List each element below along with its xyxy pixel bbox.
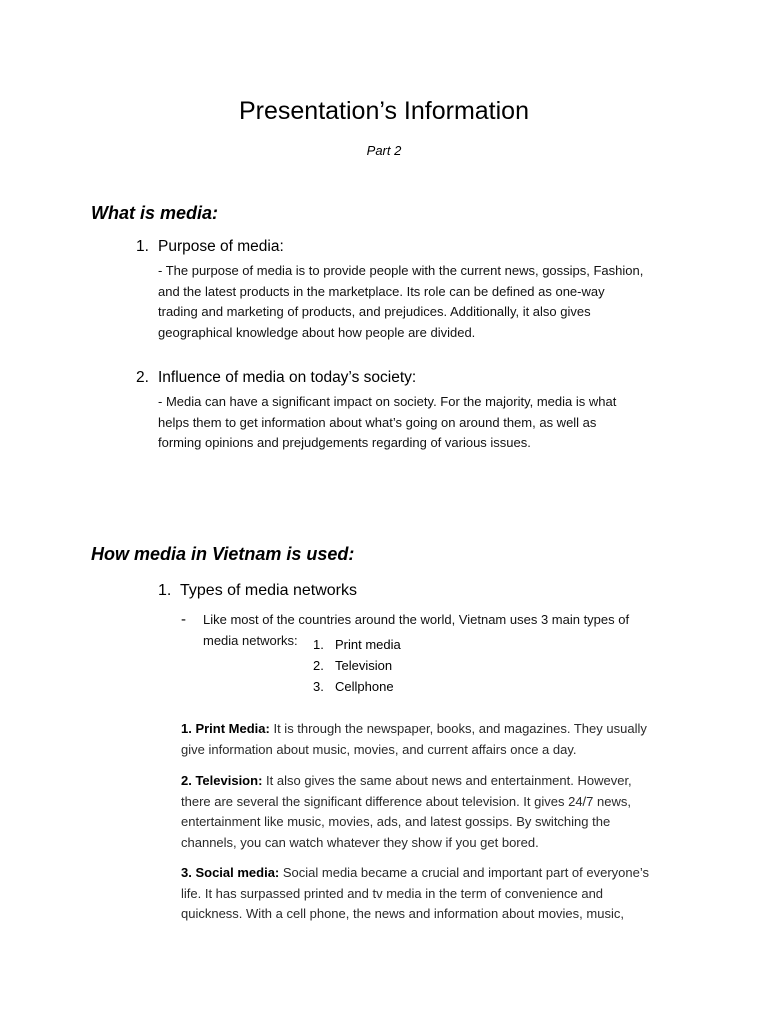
list-item-label: Television [335,658,393,673]
paragraph-line: - Media can have a significant impact on society. For the majority, media is what [158,394,617,409]
detail-label: 3. Social media: [181,865,280,880]
list-item-label: Cellphone [335,679,394,694]
paragraph-line: life. It has surpassed printed and tv media in the term of convenience and [181,885,604,901]
detail-print-media [181,719,721,760]
page-subtitle: Part 2 [366,143,402,158]
paragraph-line: there are several the significant difference about television. It gives 24/7 news, [181,793,631,809]
section-heading-how-media-used: How media in Vietnam is used: [91,544,355,564]
list-item-label: Print media [335,637,401,652]
subheading-number: 1. [158,582,172,599]
paragraph-line: quickness. With a cell phone, the news and information about movies, music, [181,906,624,921]
section-heading-what-is-media: What is media: [91,203,219,223]
subheading-types [158,580,357,602]
list-item-number: 2. [313,658,324,673]
list-item-number: 1. [313,637,324,652]
subheading-number: 2. [136,369,149,386]
detail-social-media [181,863,721,925]
paragraph-line: Social media became a crucial and important part of everyone’s [279,865,649,880]
paragraph-line: forming opinions and prejudgements regarding of various issues. [158,435,531,450]
paragraph-line: media networks: [203,632,298,648]
paragraph-purpose [158,261,718,343]
paragraph-line: It also gives the same about news and entertainment. However, [262,773,632,788]
page-title: Presentation’s Information [239,97,529,125]
paragraph-line: - The purpose of media is to provide people with the current news, gossips, Fashion, [158,263,644,278]
subheading-number: 1. [136,238,149,255]
paragraph-influence [158,392,718,454]
list-item-number: 3. [313,679,324,694]
detail-label: 1. Print Media: [181,721,270,736]
paragraph-line: entertainment like music, movies, ads, and latest gossips. By switching the [181,814,611,829]
paragraph-line: geographical knowledge about how people are divided. [158,324,476,340]
list-item [313,634,401,655]
subheading-text: Types of media networks [180,582,357,599]
paragraph-line: channels, you can watch whatever they show if you get bored. [181,834,539,850]
detail-label: 2. Television: [181,773,263,788]
paragraph-line: trading and marketing of products, and prejudices. Additionally, it also gives [158,304,591,319]
list-item [313,676,401,697]
paragraph-line: give information about music, movies, and current affairs once a day. [181,741,577,757]
subheading-purpose [136,236,284,258]
types-intro [203,610,703,651]
paragraph-line: Like most of the countries around the world, Vietnam uses 3 main types of [203,612,630,627]
paragraph-line: It is through the newspaper, books, and magazines. They usually [269,721,647,736]
list-item [313,655,401,676]
paragraph-line: and the latest products in the marketplace. Its role can be defined as one-way [158,283,605,299]
list-dash: - [181,611,186,628]
paragraph-line: helps them to get information about what’s going on around them, as well as [158,414,597,430]
subheading-text: Purpose of media: [158,238,284,255]
subheading-text: Influence of media on today’s society: [158,369,417,386]
media-types-list [313,634,401,697]
detail-television [181,771,721,853]
subheading-influence [136,367,416,389]
